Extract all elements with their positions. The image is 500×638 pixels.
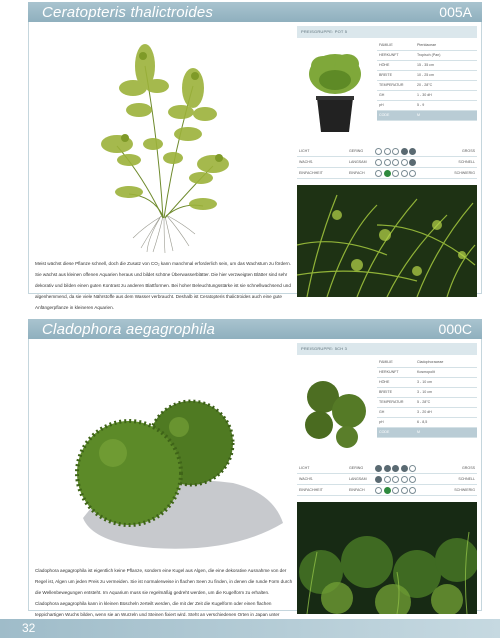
rating-dot: [401, 465, 408, 472]
rating-difficulty: EINFACHHEIT EINFACH SCHWIERIG: [297, 485, 477, 496]
facts-table: FAMILIE Cladophoraceae HERKUNFT Kosmopolit HÖHE 3 - 10 cm BREITE 3 - 10 cm TEMPERATUR 5 - 28°C GH 3 - 20 dH pH 6 - 8,5 CODE M: [377, 357, 477, 438]
moss-balls-photo: [297, 357, 373, 457]
rating-dot: [384, 159, 391, 166]
plant-card-ceratopteris: [28, 2, 482, 310]
rating-dot: [409, 148, 416, 155]
rating-dot: [384, 476, 391, 483]
rating-dot: [392, 148, 399, 155]
rating-growth: WACHS. LANGSAM SCHNELL: [297, 474, 477, 485]
rating-dot: [375, 170, 382, 177]
ratings: [297, 146, 477, 179]
plant-card-cladophora: [28, 319, 482, 617]
plant-description: Meist wächst diese Pflanze schnell, doch die Zusatz von CO₂ kann manchmal erforderlich sein, um das Wachstum zu fördern. Sie wächst aus kleinen offenen Aquarien heraus und bildet schöne Überwasserblätter. Die hier verzweigten Blätter sind sehr dekorativ und bilden einen guten Kontrast zu anderen Blattformen. Bei hoher Beleuchtungsstärke ist sie schnellwachsend und algenhemmend, da sie viele Nährstoffe aus dem Wasser verbraucht. Deshalb ist Ceratopteris thalictroides auch eine gute Anfängerpflanze in kleineren Aquarien.: [35, 261, 291, 310]
plant-illustration: [33, 26, 291, 254]
pot-photo: [297, 40, 373, 140]
rating-dot: [401, 170, 408, 177]
rating-dot: [409, 159, 416, 166]
rating-dot: [384, 148, 391, 155]
rating-dot: [401, 148, 408, 155]
rating-dot: [401, 159, 408, 166]
rating-dot: [375, 148, 382, 155]
rating-dot: [401, 476, 408, 483]
rating-light: LICHT GERING GROSS: [297, 146, 477, 157]
rating-dot: [375, 465, 382, 472]
rating-dot: [392, 487, 399, 494]
rating-dot: [392, 170, 399, 177]
price-group: PREISGRUPPE: POT 5: [297, 26, 477, 38]
plant-title: Ceratopteris thalictroides: [42, 3, 214, 21]
rating-dot: [384, 465, 391, 472]
page-footer: [0, 619, 500, 638]
rating-dot: [375, 159, 382, 166]
rating-dot: [384, 170, 391, 177]
rating-dot: [375, 476, 382, 483]
rating-dot: [409, 170, 416, 177]
rating-growth: WACHS. LANGSAM SCHNELL: [297, 157, 477, 168]
rating-light: LICHT GERING GROSS: [297, 463, 477, 474]
ratings: [297, 463, 477, 496]
plant-title: Cladophora aegagrophila: [42, 320, 216, 338]
price-group: PREISGRUPPE: 5CH 3: [297, 343, 477, 355]
rating-dot: [392, 476, 399, 483]
plant-header: [28, 2, 482, 22]
rating-dot: [392, 465, 399, 472]
plant-header: [28, 319, 482, 339]
plant-code: 000C: [438, 321, 472, 337]
rating-dot: [384, 487, 391, 494]
rating-dot: [375, 487, 382, 494]
page-number: 32: [22, 621, 36, 635]
rating-dot: [409, 487, 416, 494]
rating-difficulty: EINFACHHEIT EINFACH SCHWIERIG: [297, 168, 477, 179]
rating-dot: [392, 159, 399, 166]
facts-table: FAMILIE Pteridaceae HERKUNFT Tropisch (Pan) HÖHE 15 - 35 cm BREITE 10 - 25 cm TEMPERATUR 20 - 28°C GH 1 - 30 dH pH 5 - 9 CODE M: [377, 40, 477, 121]
plant-description: Cladophora aegagrophila ist eigentlich keine Pflanze, sondern eine Kugel aus Algen, die eine dekorative Ausnahme von der Regel ist, Algen um jeden Preis zu vermeiden. Sie ist normalerweise in flachen Seen zu finden, in denen die runde Form durch die Wellenbewegungen entsteht. Im Aquarium muss sie regelmäßig gedreht werden, um die Kugelform zu erhalten. Cladophora aegagrophila kann in kleinen Büscheln zerteilt werden, die mit der Zeit die Kugelform oder einen flachen teppichartigen Wuchs bilden, wenn sie an Wurzeln und Steinen fixiert wird. Steht an verschiedenen Orten in Japan unter: [35, 568, 293, 617]
rating-dot: [409, 476, 416, 483]
plant-code: 005A: [439, 4, 472, 20]
aquarium-photo: [297, 185, 477, 297]
rating-dot: [409, 465, 416, 472]
rating-dot: [401, 487, 408, 494]
aquarium-photo: [297, 502, 477, 614]
plant-illustration: [33, 343, 291, 571]
